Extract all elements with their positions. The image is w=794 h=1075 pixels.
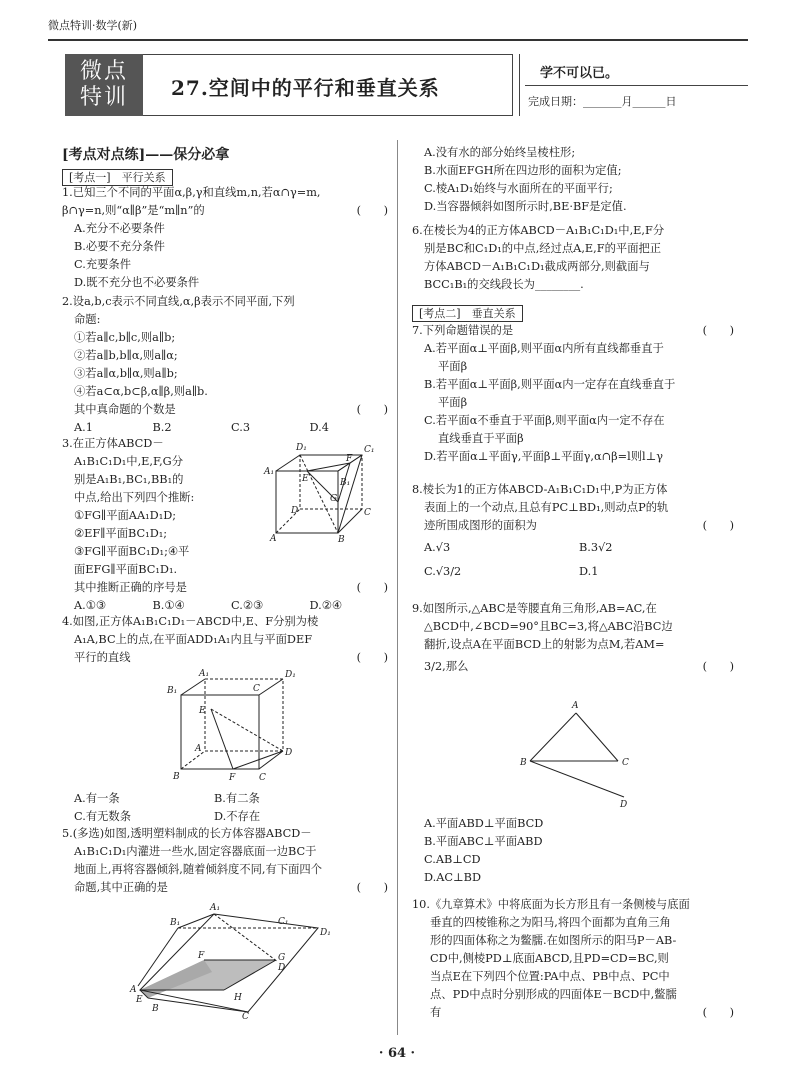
q4-option-b: B.有二条	[214, 792, 260, 805]
q2-option-a: A.1	[74, 421, 93, 434]
date-label: 完成日期：_______月______日	[528, 95, 677, 108]
q3-label-A: A	[270, 534, 277, 544]
q5-option-d: D.当容器倾斜如图所示时,BE·BF是定值.	[424, 200, 627, 213]
q3-label-D: D	[291, 506, 299, 516]
q2-item-4: ④若a⊂α,b⊂β,α∥β,则a∥b.	[74, 385, 208, 398]
title-box	[143, 54, 513, 116]
question-5	[62, 825, 388, 897]
badge	[65, 54, 143, 116]
q3-label-B: B	[338, 535, 345, 545]
q7-answer-paren: ( )	[702, 324, 734, 337]
q3-option-b: B.①④	[152, 599, 185, 612]
q9-stem-4: 3/2,那么	[424, 660, 469, 673]
page-number: · 64 ·	[378, 1046, 416, 1061]
q6-stem-3: 方体ABCD－A₁B₁C₁D₁截成两部分,则截面与	[424, 260, 650, 273]
motto-rule	[525, 85, 748, 86]
badge-line-2: 特训	[79, 85, 128, 110]
q5-label-C1: C₁	[278, 917, 289, 927]
q4-stem-2: A₁A,BC上的点,在平面ADD₁A₁内且与平面DEF	[74, 633, 313, 646]
q9-option-b: B.平面ABC⊥平面ABD	[424, 835, 543, 848]
q5-label-F: F	[198, 951, 205, 961]
q5-label-D: D	[278, 963, 286, 973]
q9-label-B: B	[520, 758, 527, 768]
q2-item-3: ③若a∥α,b∥α,则a∥b;	[74, 367, 178, 380]
q1-option-c: C.充要条件	[74, 258, 132, 271]
q3-stem-6: ②EF∥平面BC₁D₁;	[74, 527, 168, 540]
divider	[519, 54, 520, 116]
q3-label-C: C	[364, 508, 371, 518]
q4-label-D1: D₁	[285, 670, 296, 680]
motto: 学不可以已。	[540, 66, 619, 81]
q8-option-b: B.3√2	[579, 541, 613, 554]
question-1	[62, 184, 388, 292]
q4-option-a: A.有一条	[74, 792, 120, 805]
q3-stem-7: ③FG∥平面BC₁D₁;④平	[74, 545, 190, 558]
q7-option-a-1: A.若平面α⊥平面β,则平面α内所有直线都垂直于	[424, 342, 664, 355]
q10-stem-1: 10.《九章算术》中将底面为长方形且有一条侧棱与底面	[412, 898, 690, 911]
q5-option-b: B.水面EFGH所在四边形的面积为定值;	[424, 164, 622, 177]
q8-stem-3: 迹所围成图形的面积为	[424, 519, 537, 532]
q4-label-F: F	[229, 773, 236, 783]
q2-option-b: B.2	[152, 421, 172, 434]
q4-options	[74, 790, 354, 826]
question-10	[412, 896, 734, 1022]
q3-label-A1: A₁	[264, 467, 275, 477]
q2-stem-1: 2.设a,b,c表示不同直线,α,β表示不同平面,下列	[62, 295, 295, 308]
badge-line-1: 微点	[79, 59, 128, 84]
q3-stem-2: A₁B₁C₁D₁中,E,F,G分	[74, 455, 183, 468]
q7-option-d: D.若平面α⊥平面γ,平面β⊥平面γ,α∩β=l则l⊥γ	[424, 450, 664, 463]
q5-label-A1: A₁	[210, 903, 221, 913]
header-rule	[48, 39, 748, 41]
q3-cube-figure	[262, 437, 382, 545]
question-8	[412, 481, 734, 581]
q3-stem-1: 3.在正方体ABCD－	[62, 437, 164, 450]
q4-label-C: C	[259, 773, 266, 783]
q2-item-2: ②若a∥b,b∥α,则a∥α;	[74, 349, 178, 362]
column-divider	[397, 140, 398, 1035]
q3-label-B1: B₁	[340, 478, 351, 488]
q1-option-b: B.必要不充分条件	[74, 240, 165, 253]
q10-stem-3: 形的四面体称之为鳖臑.在如图所示的阳马P－AB-	[430, 934, 677, 947]
q5-stem-1: 5.(多选)如图,透明塑料制成的长方体容器ABCD－	[62, 827, 312, 840]
q1-stem-1: 1.已知三个不同的平面α,β,γ和直线m,n,若α∩γ=m,	[62, 186, 321, 199]
q3-option-d: D.②④	[309, 599, 343, 612]
q4-option-c: C.有无数条	[74, 810, 132, 823]
q3-stem-5: ①FG∥平面AA₁D₁D;	[74, 509, 177, 522]
q9-options	[412, 815, 734, 887]
q2-question: 其中真命题的个数是	[74, 403, 176, 416]
topic2	[412, 302, 523, 322]
q8-option-d: D.1	[579, 565, 599, 578]
q8-answer-paren: ( )	[702, 519, 734, 532]
q1-option-a: A.充分不必要条件	[74, 222, 165, 235]
q9-stem-3: 翻折,设点A在平面BCD上的射影为点M,若AM=	[424, 638, 665, 651]
q5-label-E: E	[136, 995, 143, 1005]
q3-label-E: E	[302, 474, 309, 484]
q4-label-A: A	[195, 744, 202, 754]
q10-answer-paren: ( )	[702, 1006, 734, 1019]
q7-option-b-1: B.若平面α⊥平面β,则平面α内一定存在直线垂直于	[424, 378, 676, 391]
q4-option-d: D.不存在	[214, 810, 261, 823]
q3-label-C1: C₁	[364, 445, 375, 455]
q2-answer-paren: ( )	[356, 403, 388, 416]
q8-option-a: A.√3	[424, 541, 451, 554]
q4-label-B: B	[173, 772, 180, 782]
q5-container-figure	[128, 898, 338, 1020]
q3-label-G: G	[330, 494, 338, 504]
q2-option-c: C.3	[231, 421, 251, 434]
q2-option-d: D.4	[309, 421, 329, 434]
q3-label-D1: D₁	[296, 443, 307, 453]
topic1	[62, 166, 173, 186]
q1-answer-paren: ( )	[356, 204, 388, 217]
q4-label-E: E	[199, 706, 206, 716]
q9-triangle-figure	[510, 695, 640, 810]
q8-stem-2: 表面上的一个动点,且总有PC⊥BD₁,则动点P的轨	[424, 501, 669, 514]
q9-option-c: C.AB⊥CD	[424, 853, 481, 866]
q5-label-A: A	[130, 985, 137, 995]
q9-answer-paren: ( )	[702, 660, 734, 673]
q2-stem-2: 命题:	[74, 313, 101, 326]
question-9	[412, 600, 734, 676]
q10-stem-6: 点、PD中点时分别形成的四面体E－BCD中,鳖臑	[430, 988, 677, 1001]
q6-stem-2: 别是BC和C₁D₁的中点,经过点A,E,F的平面把正	[424, 242, 662, 255]
q5-label-D1: D₁	[320, 928, 331, 938]
q5-label-C: C	[242, 1012, 249, 1020]
q4-answer-paren: ( )	[356, 651, 388, 664]
q5-option-a: A.没有水的部分始终呈棱柱形;	[424, 146, 576, 159]
q9-option-a: A.平面ABD⊥平面BCD	[424, 817, 544, 830]
q4-label-D: D	[285, 748, 293, 758]
question-2	[62, 293, 388, 437]
q5-label-B: B	[152, 1004, 159, 1014]
series-title: 微点特训·数学(新)	[48, 19, 138, 32]
q5-stem-2: A₁B₁C₁D₁内灌进一些水,固定容器底面一边BC于	[74, 845, 317, 858]
q10-stem-2: 垂直的四棱锥称之为阳马,将四个面都为直角三角	[430, 916, 671, 929]
q7-option-c-1: C.若平面α不垂直于平面β,则平面α内一定不存在	[424, 414, 665, 427]
q4-label-A1: A₁	[199, 669, 210, 679]
lesson-title: 27.空间中的平行和垂直关系	[171, 76, 440, 100]
q5-option-c: C.棱A₁D₁始终与水面所在的平面平行;	[424, 182, 613, 195]
q3-label-F: F	[346, 454, 353, 464]
q3-stem-9: 其中推断正确的序号是	[74, 581, 187, 594]
q4-stem-1: 4.如图,正方体A₁B₁C₁D₁－ABCD中,E、F分别为棱	[62, 615, 319, 628]
q2-item-1: ①若a∥c,b∥c,则a∥b;	[74, 331, 176, 344]
q10-stem-7: 有	[430, 1006, 442, 1019]
q7-option-b-2: 平面β	[438, 396, 468, 409]
q9-option-d: D.AC⊥BD	[424, 871, 482, 884]
q9-label-A: A	[572, 701, 579, 711]
question-6	[412, 222, 734, 294]
q5-stem-4: 命题,其中正确的是	[74, 881, 168, 894]
q3-stem-8: 面EFG∥平面BC₁D₁.	[74, 563, 178, 576]
q4-label-B1: B₁	[167, 686, 178, 696]
q5-answer-paren: ( )	[356, 881, 388, 894]
q8-stem-1: 8.棱长为1的正方体ABCD-A₁B₁C₁D₁中,P为正方体	[412, 483, 668, 496]
q5-options	[412, 144, 734, 216]
q3-stem-3: 别是A₁B₁,BC₁,BB₁的	[74, 473, 184, 486]
q10-stem-5: 当点E在下列四个位置:PA中点、PB中点、PC中	[430, 970, 670, 983]
q7-stem: 7.下列命题错误的是	[412, 324, 514, 337]
q4-label-C1: C	[253, 684, 260, 694]
q8-option-c: C.√3/2	[424, 565, 462, 578]
q10-stem-4: CD中,侧棱PD⊥底面ABCD,且PD=CD=BC,则	[430, 952, 669, 965]
q5-label-G: G	[278, 953, 286, 963]
q6-stem-4: BCC₁B₁的交线段长为________.	[424, 278, 584, 291]
question-7	[412, 322, 734, 466]
q3-option-a: A.①③	[74, 599, 107, 612]
q9-label-D: D	[620, 800, 628, 810]
section-title: [考点对点练]——保分必拿	[62, 147, 230, 163]
q7-option-c-2: 直线垂直于平面β	[438, 432, 524, 445]
question-4	[62, 613, 388, 667]
topic1-label: [考点一] 平行关系	[62, 169, 173, 186]
topic2-label: [考点二] 垂直关系	[412, 305, 523, 322]
q4-stem-3: 平行的直线	[74, 651, 131, 664]
q7-option-a-2: 平面β	[438, 360, 468, 373]
q5-label-B1: B₁	[170, 918, 181, 928]
q9-stem-1: 9.如图所示,△ABC是等腰直角三角形,AB=AC,在	[412, 602, 657, 615]
q3-answer-paren: ( )	[356, 581, 388, 594]
q3-stem-4: 中点,给出下列四个推断:	[74, 491, 195, 504]
q4-cube-figure	[165, 667, 305, 787]
q5-stem-3: 地面上,再将容器倾斜,随着倾斜度不同,有下面四个	[74, 863, 323, 876]
q9-stem-2: △BCD中,∠BCD=90°且BC=3,将△ABC沿BC边	[424, 620, 673, 633]
q9-label-C: C	[622, 758, 629, 768]
q6-stem-1: 6.在棱长为4的正方体ABCD－A₁B₁C₁D₁中,E,F分	[412, 224, 665, 237]
q1-stem-2: β∩γ=n,则“α∥β”是“m∥n”的	[62, 204, 205, 217]
q1-option-d: D.既不充分也不必要条件	[74, 276, 200, 289]
q5-label-H: H	[234, 993, 242, 1003]
q3-option-c: C.②③	[231, 599, 264, 612]
